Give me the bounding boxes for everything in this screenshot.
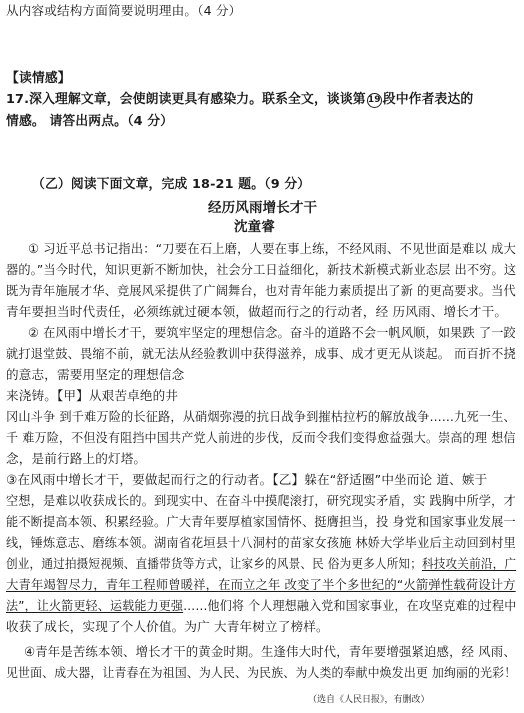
article-line: 念，是前行路上的灯塔。	[6, 451, 147, 466]
article-line: 来浇铸。【甲】从艰苦卓绝的井	[6, 388, 179, 403]
underlined-phrase: 法”，让火箭更轻、运载能力更强	[6, 598, 184, 613]
article-line: ③在风雨中增长才干，要做起而行之的行动者。【乙】躲在“舒适圈”中坐而论 道、嫉于	[6, 472, 488, 487]
article-line: 线，锤炼意志、磨练本领。湖南省花垣县十八洞村的苗家女孩施 林娇大学毕业后主动回到村里	[6, 535, 516, 550]
article-title: 经历风雨增长才干	[208, 200, 318, 216]
article-line: 收获了成长，实现了个人价值。为广 大青年树立了榜样。	[6, 619, 329, 634]
underlined-phrase: 大青年竭智尽力，青年工程师曾暖祥，	[6, 577, 219, 592]
article-line: 就打退堂鼓、畏缩不前，就无法从经验教训中获得滋养，成事、成才更无从谈起。 而百折不挠	[6, 346, 516, 361]
article-line	[6, 597, 516, 615]
underlined-phrase: 在而立之年 改变了半个多世纪的“火箭弹性载荷设计方	[218, 577, 516, 592]
article-line: 器的。”当今时代，知识更新不断加快，社会分工日益细化，新技术新模式新业态层 出不穷。这	[6, 262, 517, 277]
question-17-line-2: 情感。 请答出两点。（4 分）	[6, 114, 174, 129]
article-line-text: ……他们将 个人理想融入党和国家事业，在攻坚克难的过程中	[183, 598, 517, 613]
article-line: 能不断提高本领、积累经验。广大青年要厚植家国情怀、挺膺担当，投 身党和国家事业发展一	[6, 514, 516, 529]
underlined-phrase: 科技攻关前沿，广	[421, 556, 517, 571]
article-line	[6, 576, 516, 594]
q17-text-b: 段中作者表达的	[382, 92, 474, 107]
article-line: ④青年是苦练本领、增长才干的黄金时期。生逢伟大时代，青年要增强紧迫感，经 风雨、	[24, 644, 516, 659]
article-line-text: 创业，通过拍摄短视频、直播带货等方式，让家乡的风景、民 俗为更多人所知；	[6, 556, 422, 571]
article-line: 空想，是难以收获成长的。到现实中、在奋斗中摸爬滚打，研究现实矛盾，实 践胸中所学，才	[6, 493, 516, 508]
article-line: ② 在风雨中增长才干，要筑牢坚定的理想信念。奋斗的道路不会一帆风顺，如果跌 了一跤	[28, 325, 516, 340]
q17-text-a: 17.深入理解文章，会使朗读更具有感染力。联系全文，谈谈第	[6, 92, 366, 107]
article-line: 冈山斗争 到千难万险的长征路，从硝烟弥漫的抗日战争到摧枯拉朽的解放战争……九死一生、	[6, 409, 516, 424]
article-line	[6, 555, 516, 573]
circled-number-19: 19	[367, 93, 382, 108]
part-b-instruction: （乙）阅读下面文章，完成 18-21 题。（9 分）	[32, 177, 311, 192]
article-author: 沈童睿	[234, 219, 275, 235]
article-line: 的意志，需要用坚定的理想信念	[6, 367, 185, 382]
article-line: 既为青年施展才华、竞展风采提供了广阔舞台，也对青年能力素质提出了新 的更高要求。当代	[6, 283, 516, 298]
article-line: 见世面、成大器，让青春在为祖国、为人民、为民族、为人类的奉献中焕发出更 加绚丽的光彩！	[6, 665, 517, 680]
article-line: 青年要担当时代责任，必须练就过硬本领，做超而行之的行动者，经 历风雨、增长才干。	[6, 304, 508, 319]
section-header: 【读情感】	[6, 71, 71, 86]
article-line: 千 难万险，不但没有阻挡中国共产党人前进的步伐，反而令我们变得愈益强大。崇高的理 想信	[6, 430, 516, 445]
intro-line: 从内容或结构方面简要说明理由。（4 分）	[6, 3, 242, 18]
article-source: （选自《人民日报》，有删改）	[308, 695, 430, 705]
question-17-line-1	[6, 91, 473, 109]
article-line: ① 习近平总书记指出：“刀要在石上磨，人要在事上练，不经风雨、不见世面是难以 成大	[28, 241, 516, 256]
